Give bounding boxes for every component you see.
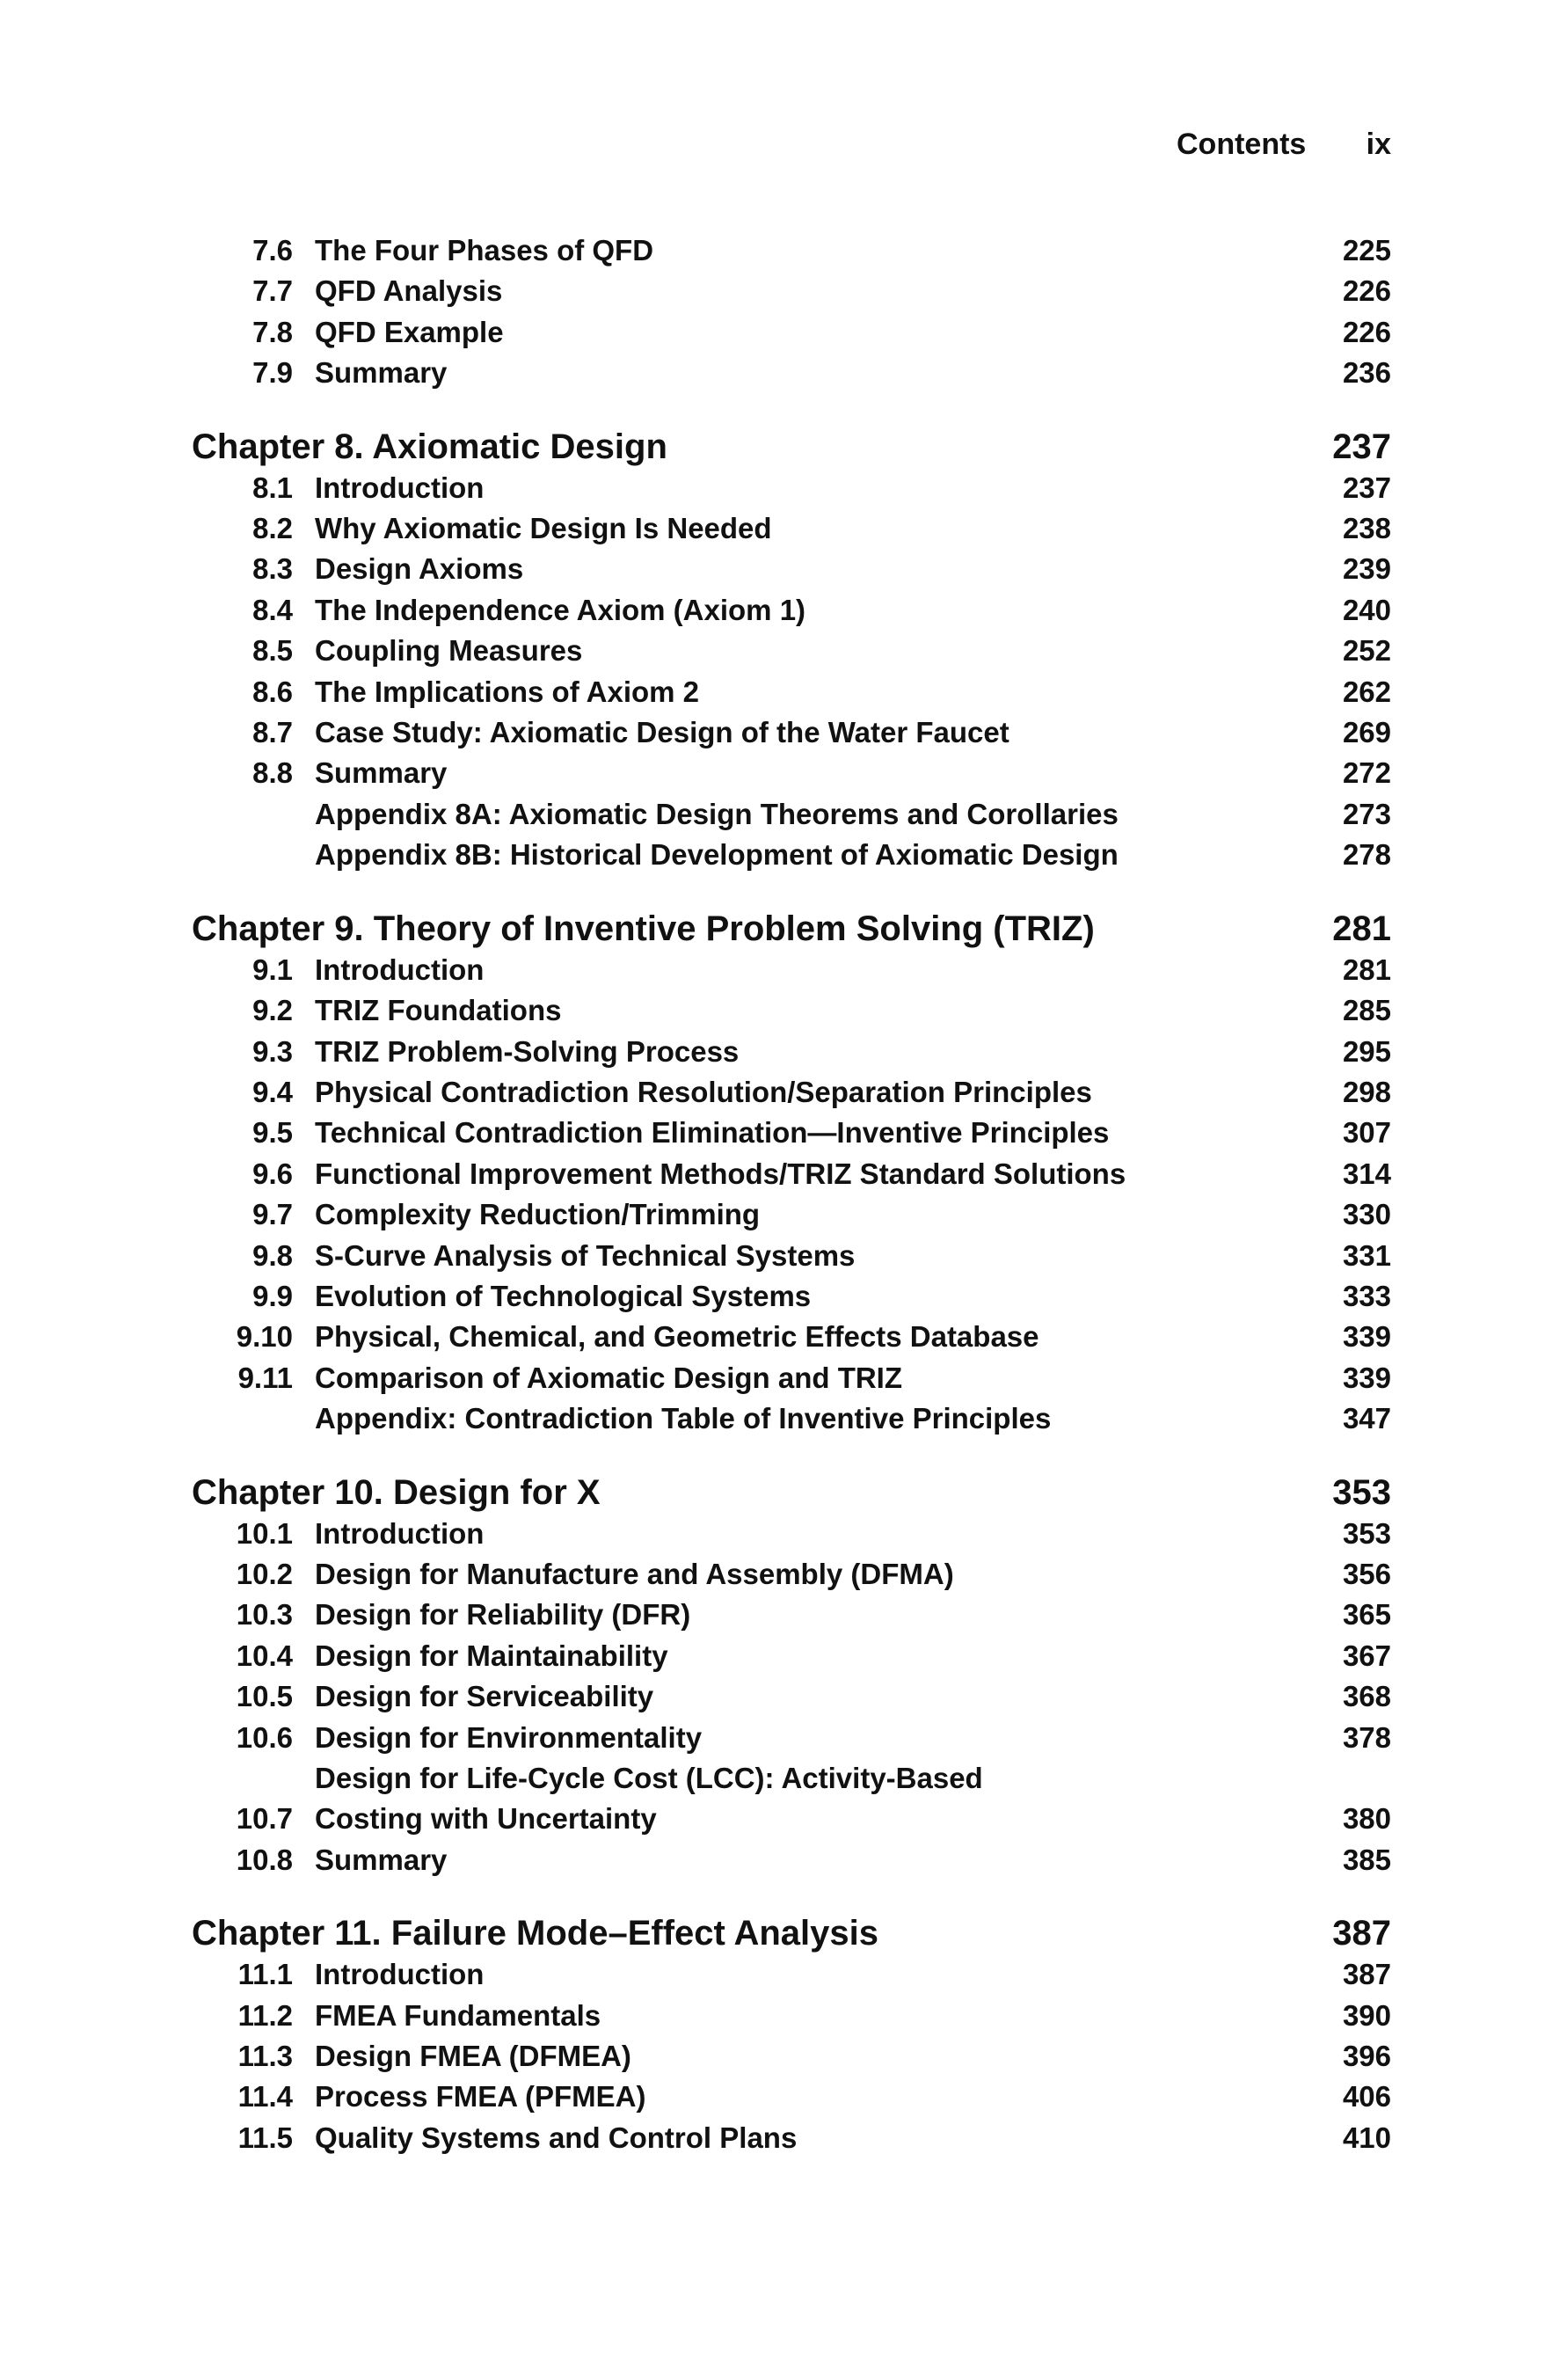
toc-entry xyxy=(192,508,1391,549)
page-number: ix xyxy=(1366,128,1391,161)
section-page-number: 269 xyxy=(1342,716,1391,749)
chapter-section-list xyxy=(192,950,1391,1440)
section-number: 10.7 xyxy=(236,1802,293,1836)
section-title: Design Axioms xyxy=(315,552,524,586)
toc-entry xyxy=(192,1840,1391,1880)
section-title: Summary xyxy=(315,756,448,790)
section-page-number: 390 xyxy=(1342,1998,1391,2032)
section-number: 8.8 xyxy=(252,756,293,790)
section-title: TRIZ Problem-Solving Process xyxy=(315,1034,740,1068)
section-title: Design for Maintainability xyxy=(315,1639,668,1672)
section-title: Appendix: Contradiction Table of Inventive Principles xyxy=(315,1402,1052,1435)
section-number: 10.2 xyxy=(236,1557,293,1590)
toc-entry xyxy=(192,1032,1391,1072)
toc-entry xyxy=(192,672,1391,712)
section-number: 9.11 xyxy=(237,1361,293,1394)
section-page-number: 298 xyxy=(1342,1075,1391,1108)
section-title: The Four Phases of QFD xyxy=(315,234,654,266)
toc-entry xyxy=(192,2077,1391,2117)
section-number: 10.1 xyxy=(236,1516,293,1550)
section-page-number: 281 xyxy=(1342,953,1391,986)
section-number: 10.8 xyxy=(236,1843,293,1876)
section-title: Comparison of Axiomatic Design and TRIZ xyxy=(315,1361,903,1394)
section-page-number: 396 xyxy=(1342,2040,1391,2073)
toc-entry xyxy=(192,1718,1391,1758)
section-number: 10.5 xyxy=(236,1680,293,1713)
section-title: Appendix 8B: Historical Development of Axiomatic Design xyxy=(315,838,1119,872)
chapter-page-number: 387 xyxy=(1332,1914,1391,1953)
section-page-number: 252 xyxy=(1342,634,1391,668)
toc-entry xyxy=(192,1194,1391,1235)
section-title: FMEA Fundamentals xyxy=(315,1998,601,2032)
toc-entry xyxy=(192,590,1391,631)
section-title: Physical Contradiction Resolution/Separation Principles xyxy=(315,1075,1092,1108)
chapter-section-list xyxy=(192,468,1391,876)
section-page-number: 272 xyxy=(1342,756,1391,790)
section-number: 9.3 xyxy=(252,1034,293,1068)
toc-entry xyxy=(192,631,1391,671)
section-number: 11.1 xyxy=(237,1958,293,1991)
section-number: 9.5 xyxy=(252,1116,293,1150)
toc-entry xyxy=(192,1514,1391,1554)
section-title: Introduction xyxy=(315,1516,485,1550)
section-title: Physical, Chemical, and Geometric Effects Database xyxy=(315,1320,1039,1354)
toc-entry xyxy=(192,753,1391,793)
chapter-page-number: 281 xyxy=(1332,909,1391,948)
toc-entry xyxy=(192,712,1391,753)
chapter-heading xyxy=(192,908,1391,950)
section-page-number: 353 xyxy=(1342,1516,1391,1550)
section-title: Functional Improvement Methods/TRIZ Standard Solutions xyxy=(315,1157,1126,1190)
running-header xyxy=(1177,127,1391,162)
section-number: 7.8 xyxy=(252,315,293,348)
toc-entry xyxy=(192,1676,1391,1717)
section-title: Case Study: Axiomatic Design of the Water Faucet xyxy=(315,716,1009,749)
toc-entry xyxy=(192,230,1391,271)
section-number: 11.5 xyxy=(237,2121,293,2154)
section-page-number: 239 xyxy=(1342,552,1391,586)
section-number: 7.9 xyxy=(252,356,293,390)
section-number: 9.10 xyxy=(236,1320,293,1354)
chapter-heading xyxy=(192,1471,1391,1514)
section-page-number: 365 xyxy=(1342,1598,1391,1632)
toc-entry xyxy=(192,1113,1391,1153)
chapter-section-list xyxy=(192,1514,1391,1881)
toc-entry xyxy=(192,1636,1391,1676)
toc-entry xyxy=(192,1554,1391,1595)
toc-entry xyxy=(192,1358,1391,1398)
toc-entry xyxy=(192,549,1391,589)
section-page-number: 410 xyxy=(1342,2121,1391,2154)
section-title: Introduction xyxy=(315,953,485,986)
section-number: 9.6 xyxy=(252,1157,293,1190)
section-title: TRIZ Foundations xyxy=(315,994,562,1027)
section-title: QFD Analysis xyxy=(315,274,503,308)
section-page-number: 378 xyxy=(1342,1720,1391,1754)
section-number: 9.8 xyxy=(252,1238,293,1272)
section-number: 9.1 xyxy=(252,953,293,986)
section-number: 10.3 xyxy=(236,1598,293,1632)
section-number: 9.7 xyxy=(252,1198,293,1231)
toc-entry xyxy=(192,835,1391,875)
section-number: 8.4 xyxy=(252,593,293,626)
chapter-title: Chapter 8. Axiomatic Design xyxy=(192,427,667,466)
section-number: 8.1 xyxy=(252,471,293,504)
section-page-number: 307 xyxy=(1342,1116,1391,1150)
section-number: 7.7 xyxy=(252,274,293,308)
toc-entry xyxy=(192,1595,1391,1635)
section-title: Introduction xyxy=(315,471,485,504)
section-title-line-1: Design for Life-Cycle Cost (LCC): Activity-Based xyxy=(315,1762,983,1794)
section-title: Process FMEA (PFMEA) xyxy=(315,2080,646,2114)
section-page-number: 278 xyxy=(1342,838,1391,872)
toc-entry xyxy=(192,353,1391,393)
section-page-number: 240 xyxy=(1342,593,1391,626)
section-page-number: 385 xyxy=(1342,1843,1391,1876)
section-number: 11.2 xyxy=(237,1998,293,2032)
running-header-title: Contents xyxy=(1177,128,1307,161)
toc-entry xyxy=(192,1154,1391,1194)
section-title xyxy=(315,1758,1250,1840)
section-page-number: 380 xyxy=(1342,1802,1391,1836)
section-title: Design for Reliability (DFR) xyxy=(315,1598,691,1632)
section-title: Technical Contradiction Elimination—Inventive Principles xyxy=(315,1116,1110,1150)
section-page-number: 367 xyxy=(1342,1639,1391,1672)
section-page-number: 339 xyxy=(1342,1361,1391,1394)
section-page-number: 226 xyxy=(1342,274,1391,308)
toc-entry xyxy=(192,312,1391,353)
section-page-number: 262 xyxy=(1342,675,1391,708)
toc-entry xyxy=(192,1236,1391,1276)
section-title: Design for Environmentality xyxy=(315,1720,703,1754)
toc-entry xyxy=(192,1758,1391,1840)
section-title-line-2: Costing with Uncertainty xyxy=(315,1802,657,1836)
section-title: Design for Serviceability xyxy=(315,1680,654,1713)
section-page-number: 387 xyxy=(1342,1958,1391,1991)
section-page-number: 237 xyxy=(1342,471,1391,504)
toc-entry xyxy=(192,1276,1391,1317)
section-number: 9.2 xyxy=(252,994,293,1027)
section-page-number: 226 xyxy=(1342,315,1391,348)
continued-section-list xyxy=(192,230,1391,394)
toc-entry xyxy=(192,1317,1391,1357)
chapter-page-number: 353 xyxy=(1332,1472,1391,1512)
section-page-number: 236 xyxy=(1342,356,1391,390)
section-title: Summary xyxy=(315,356,448,390)
section-number: 8.6 xyxy=(252,675,293,708)
toc-entry xyxy=(192,1954,1391,1995)
toc-entry xyxy=(192,2118,1391,2158)
section-number: 11.4 xyxy=(237,2080,293,2114)
toc-entry xyxy=(192,794,1391,835)
chapter-title: Chapter 11. Failure Mode–Effect Analysis xyxy=(192,1914,878,1953)
section-number: 11.3 xyxy=(237,2040,293,2073)
section-page-number: 406 xyxy=(1342,2080,1391,2114)
toc-entry xyxy=(192,950,1391,990)
section-title: S-Curve Analysis of Technical Systems xyxy=(315,1238,856,1272)
chapter-page-number: 237 xyxy=(1332,427,1391,466)
section-number: 9.9 xyxy=(252,1279,293,1312)
toc-entry xyxy=(192,1996,1391,2036)
section-page-number: 347 xyxy=(1342,1402,1391,1435)
section-page-number: 331 xyxy=(1342,1238,1391,1272)
section-title: Evolution of Technological Systems xyxy=(315,1279,812,1312)
section-title: Quality Systems and Control Plans xyxy=(315,2121,798,2154)
section-number: 7.6 xyxy=(252,234,293,266)
section-page-number: 273 xyxy=(1342,797,1391,830)
section-page-number: 333 xyxy=(1342,1279,1391,1312)
section-title: The Independence Axiom (Axiom 1) xyxy=(315,593,806,626)
toc-entry xyxy=(192,468,1391,508)
section-number: 8.7 xyxy=(252,716,293,749)
section-title: The Implications of Axiom 2 xyxy=(315,675,700,708)
section-page-number: 238 xyxy=(1342,512,1391,545)
chapter-section-list xyxy=(192,1954,1391,2158)
section-number: 8.5 xyxy=(252,634,293,668)
section-page-number: 225 xyxy=(1342,234,1391,266)
table-of-contents xyxy=(192,230,1391,2158)
chapter-title: Chapter 10. Design for X xyxy=(192,1472,601,1512)
section-title: Appendix 8A: Axiomatic Design Theorems and Corollaries xyxy=(315,797,1119,830)
section-number: 8.3 xyxy=(252,552,293,586)
section-title: Complexity Reduction/Trimming xyxy=(315,1198,761,1231)
chapter-heading xyxy=(192,426,1391,468)
section-number: 9.4 xyxy=(252,1075,293,1108)
section-page-number: 295 xyxy=(1342,1034,1391,1068)
section-page-number: 339 xyxy=(1342,1320,1391,1354)
toc-entry xyxy=(192,990,1391,1031)
section-number: 8.2 xyxy=(252,512,293,545)
section-title: QFD Example xyxy=(315,315,504,348)
section-number: 10.6 xyxy=(236,1720,293,1754)
section-title: Why Axiomatic Design Is Needed xyxy=(315,512,772,545)
section-title: Coupling Measures xyxy=(315,634,583,668)
chapter-title: Chapter 9. Theory of Inventive Problem Solving (TRIZ) xyxy=(192,909,1095,948)
section-title: Design for Manufacture and Assembly (DFMA) xyxy=(315,1557,954,1590)
section-title: Introduction xyxy=(315,1958,485,1991)
toc-entry xyxy=(192,2036,1391,2077)
section-title: Design FMEA (DFMEA) xyxy=(315,2040,631,2073)
section-page-number: 330 xyxy=(1342,1198,1391,1231)
section-number: 10.4 xyxy=(236,1639,293,1672)
chapter-heading xyxy=(192,1912,1391,1954)
toc-entry xyxy=(192,1072,1391,1113)
section-page-number: 314 xyxy=(1342,1157,1391,1190)
toc-entry xyxy=(192,271,1391,311)
section-page-number: 356 xyxy=(1342,1557,1391,1590)
section-page-number: 285 xyxy=(1342,994,1391,1027)
toc-entry xyxy=(192,1398,1391,1439)
section-page-number: 368 xyxy=(1342,1680,1391,1713)
section-title: Summary xyxy=(315,1843,448,1876)
